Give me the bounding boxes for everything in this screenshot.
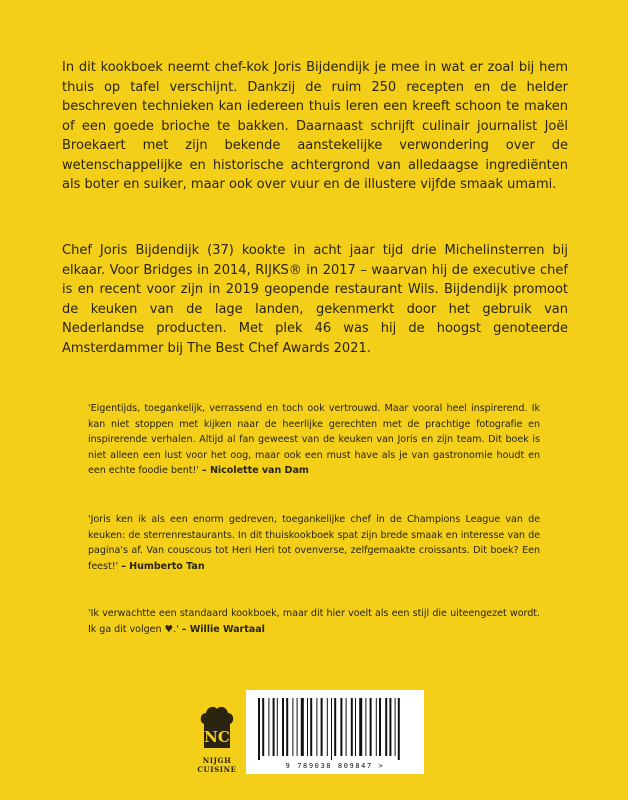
quote-willie [88, 606, 540, 637]
barcode-bar [258, 698, 260, 760]
barcode-bar [340, 698, 342, 756]
chef-hat-icon [197, 702, 237, 752]
barcode-bars [246, 690, 424, 764]
quote-text-end: .' [173, 623, 179, 635]
logo-monogram: NC [204, 728, 230, 746]
barcode-bar [351, 698, 353, 756]
barcode-bar [370, 698, 372, 756]
bio-paragraph: Chef Joris Bijdendijk (37) kookte in acht jaar tijd drie Michelinsterren bij elkaar. Voor Bridges in 2014, RIJKS® in 2017 – waarvan hij de executive chef is en recent voor zijn in 2019 geopende restaurant Wils. Bijdendijk promoot de keuken van de lage landen, gekenmerkt door het gebruik van Nederlandse producten. Met plek 46 was hij de hoogst genoteerde Amsterdammer bij The Best Chef Awards 2021. [62, 243, 568, 356]
barcode-bar [389, 698, 391, 756]
barcode-bar [321, 698, 323, 756]
quote-author: – Humberto Tan [121, 560, 205, 572]
logo-line-1: NIJGH [202, 756, 232, 765]
publisher-logo [197, 702, 237, 772]
barcode-bar [355, 698, 356, 756]
barcode [246, 690, 424, 774]
barcode-bar [282, 698, 284, 756]
barcode-bar [297, 698, 298, 756]
logo-line-2: CUISINE [197, 765, 237, 774]
barcode-bar [398, 698, 400, 760]
barcode-bar [346, 698, 347, 756]
barcode-digits: 9 789038 809847 > [285, 762, 385, 770]
barcode-bar [307, 698, 308, 756]
quote-text: 'Eigentijds, toegankelijk, verrassend en toch ook vertrouwd. Maar vooral heel inspirerend. Ik kan niet stoppen met kijken naar de heerlijke gerechten met de prachtige fotografie en inspirerende verhalen. Altijd al fan geweest van de keuken van Joris en zijn team. Dit boek is niet alleen een lust voor het oog, maar ook een must have als je van gastronomie houdt en een echte foodie bent!' [88, 403, 540, 476]
quote-text: 'Joris ken ik als een enorm gedreven, toegankelijke chef in de Champions League van de keuken: de sterrenrestaurants. In dit thuiskookboek spat zijn brede smaak en interesse van de pagina's af. Van couscous tot Heri Heri tot ovenverse, zelfgemaakte croissants. Dit boek? Een feest!' [88, 514, 540, 572]
barcode-bar [379, 698, 381, 756]
barcode-bar [331, 698, 332, 760]
barcode-bar [316, 698, 317, 756]
barcode-bar [310, 698, 312, 756]
quote-humberto [88, 512, 540, 574]
barcode-bar [273, 698, 275, 756]
barcode-bar [262, 698, 264, 756]
barcode-bar [327, 698, 328, 756]
quote-author: – Willie Wartaal [181, 623, 265, 635]
quote-text: 'Ik verwachtte een standaard kookboek, maar dit hier voelt als een stijl die uiteengezet wordt. Ik ga dit volgen [88, 608, 540, 635]
barcode-bar [365, 698, 366, 756]
barcode-bar [359, 698, 362, 756]
barcode-bar [376, 698, 377, 756]
quote-author: – Nicolette van Dam [201, 465, 309, 476]
barcode-bar [286, 698, 288, 756]
barcode-bar [395, 698, 396, 756]
barcode-bar [277, 698, 278, 756]
barcode-bar [268, 698, 269, 756]
barcode-bar [301, 698, 304, 756]
barcode-bar [385, 698, 387, 756]
quote-nicolette [88, 401, 540, 479]
intro-paragraph: In dit kookboek neemt chef-kok Joris Bijdendijk je mee in wat er zoal bij hem thuis op tafel verschijnt. Dankzij de ruim 250 recepten en de helder beschreven technieken kan iedereen thuis leren een kreeft schoon te maken of een goede brioche te bakken. Daarnaast schrijft culinair journalist Joël Broekaert met zijn bekende aanstekelijke verwondering over de wetenschappelijke en historische achtergrond van alledaagse ingrediënten als boter en suiker, maar ook over vuur en de illustere vijfde smaak umami. [62, 60, 568, 192]
barcode-bar [292, 698, 293, 756]
heart-icon: ♥ [164, 623, 174, 635]
barcode-bar [334, 698, 336, 756]
